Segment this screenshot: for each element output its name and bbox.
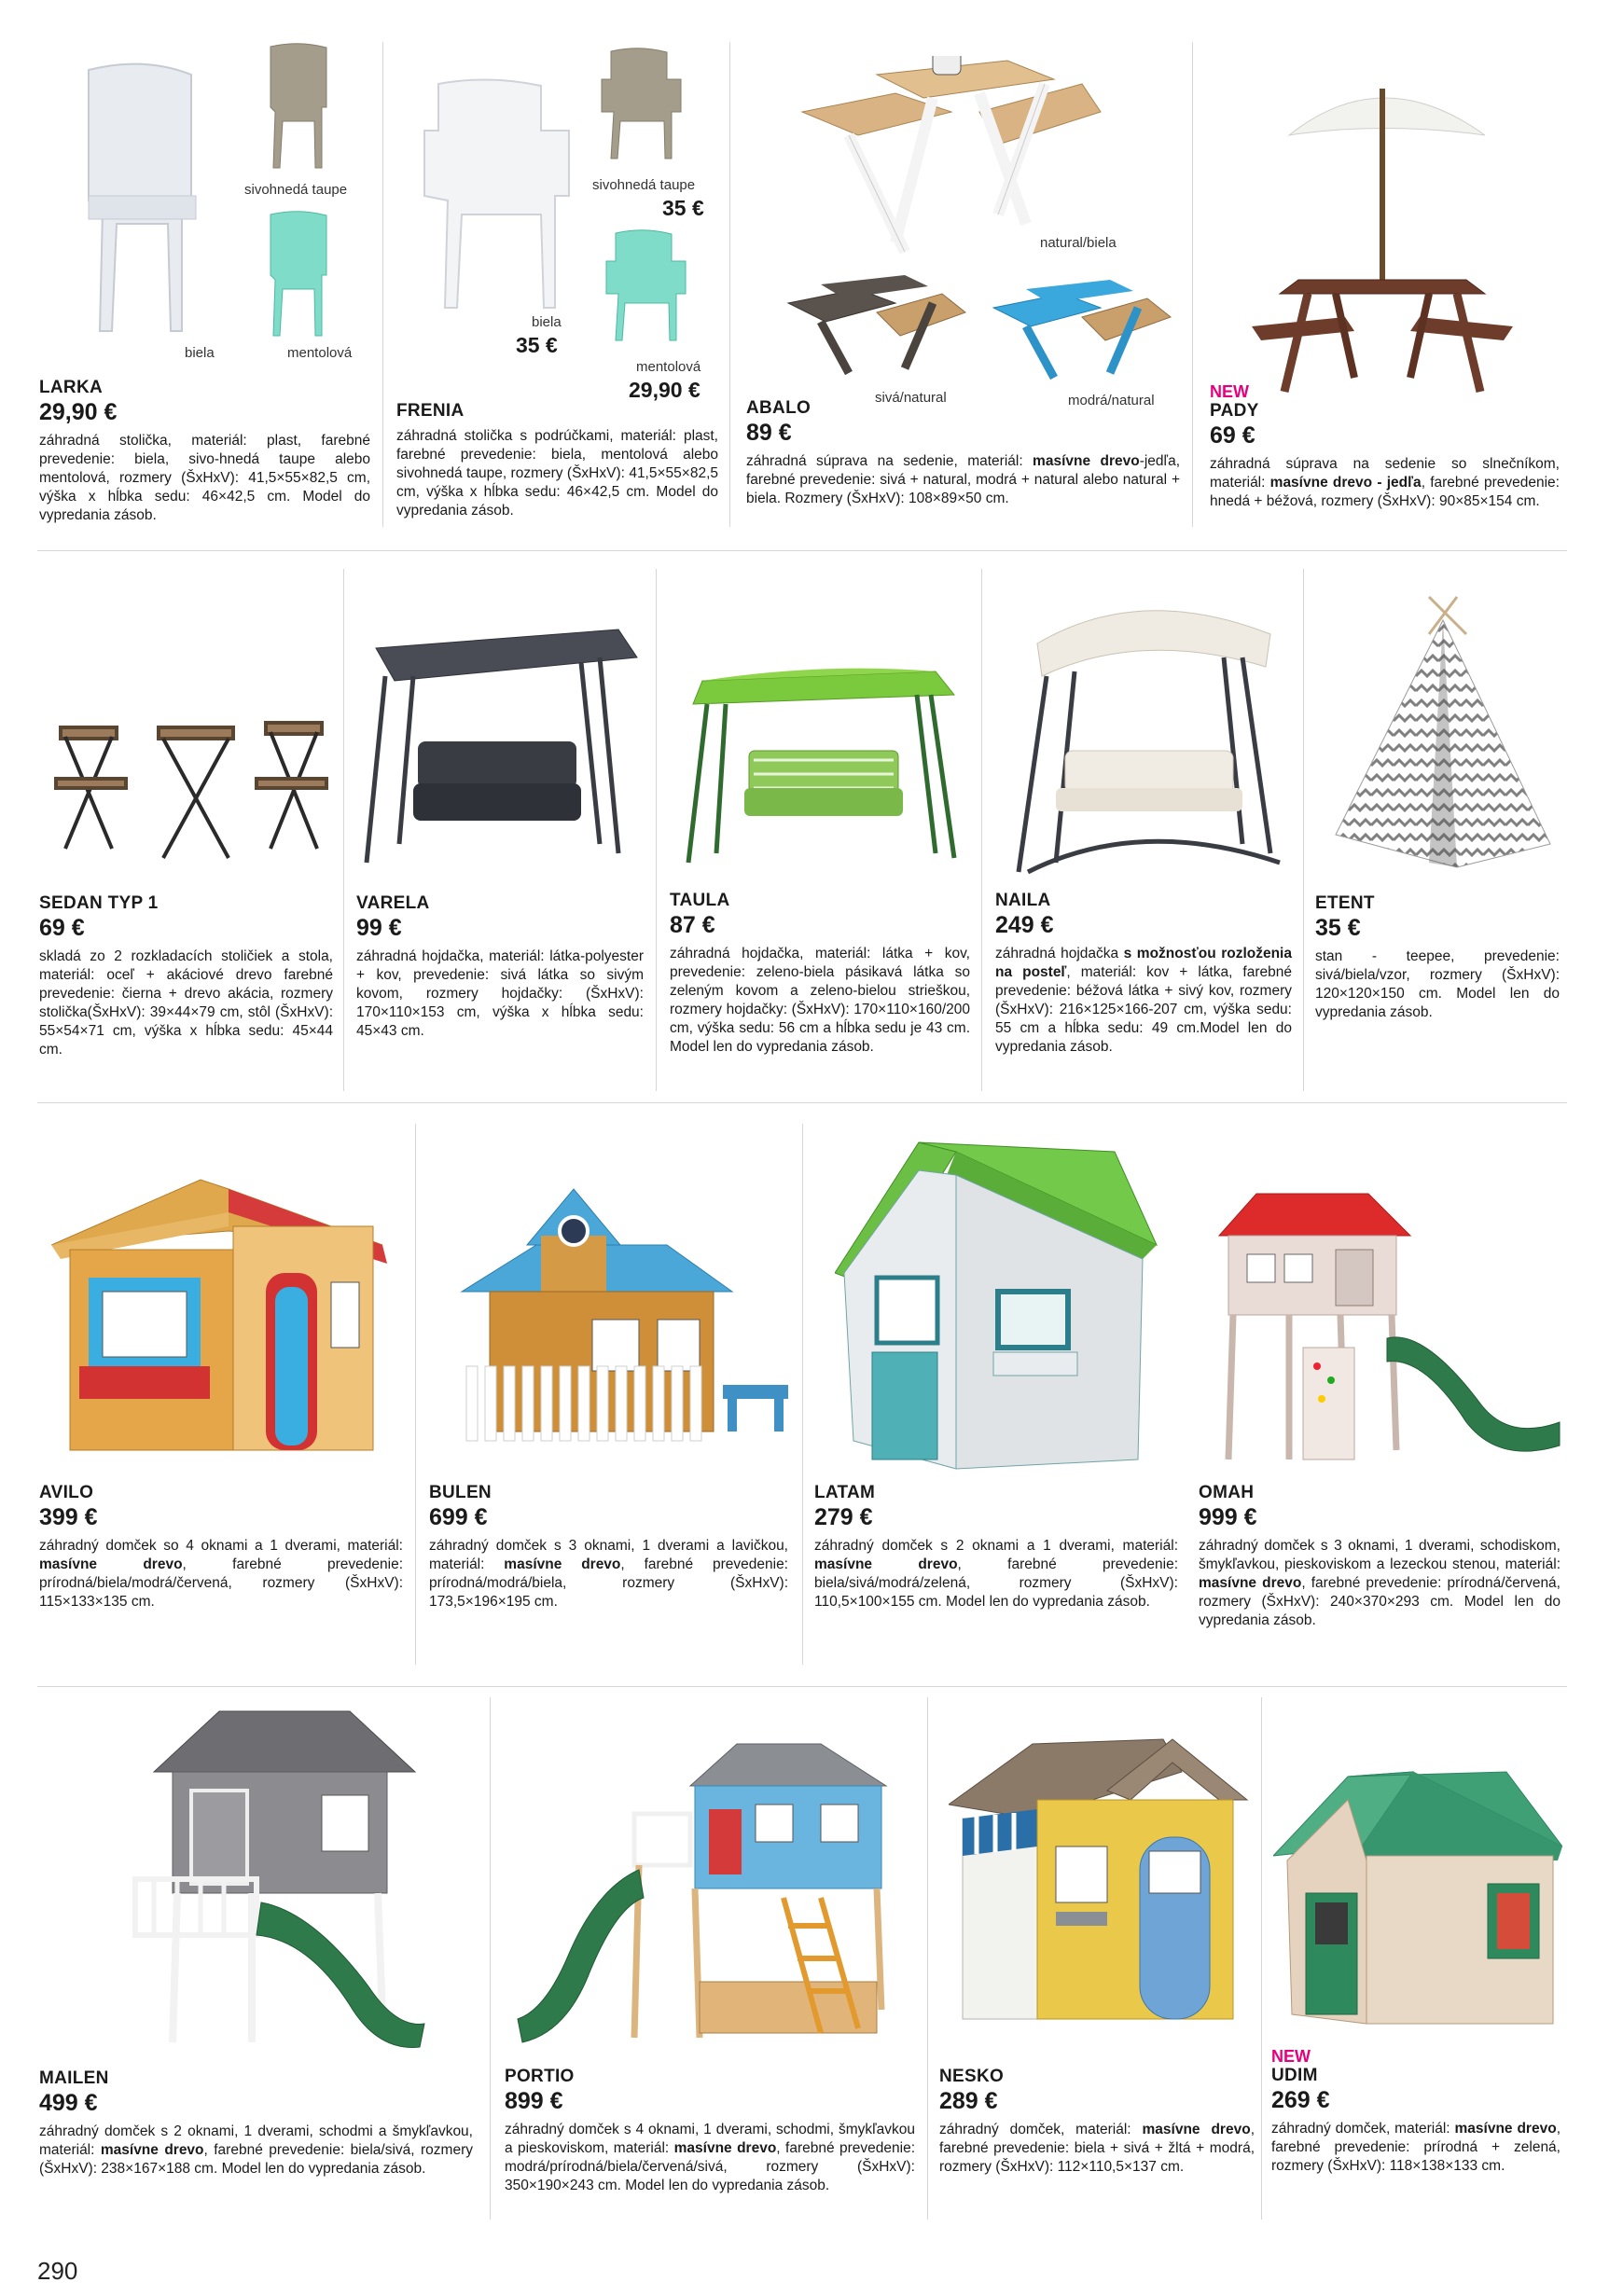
frenia-white-chair-image bbox=[415, 75, 583, 317]
product-description bbox=[746, 452, 1180, 508]
product-latam bbox=[812, 1124, 1185, 1674]
description-bold-part: masívne drevo bbox=[1033, 453, 1140, 469]
description-part: záhradná hojdačka, materiál: látka + kov, prevedenie: zeleno-biela pásikavá látka so zeleným kovom a zeleno-bielou strieškou, rozmery hojdačky: (ŠxHxV): 170×110×160/200 cm, výška sedu: 56 cm a hĺbka sedu je 43 cm. Model len do vypredania zásob. bbox=[670, 946, 970, 1055]
product-description bbox=[39, 432, 370, 525]
product-sedan bbox=[37, 569, 336, 1091]
product-avilo bbox=[37, 1124, 410, 1674]
portio-info bbox=[505, 2067, 915, 2195]
description-part: záhradný domček s 3 oknami, 1 dverami a lavičkou, materiál: bbox=[429, 1538, 788, 1572]
description-part: záhradný domček, materiál: bbox=[939, 2122, 1143, 2137]
description-bold-part: masívne drevo bbox=[39, 1556, 183, 1572]
product-description bbox=[396, 427, 718, 520]
description-part: záhradný domček s 2 oknami a 1 dverami, materiál: bbox=[814, 1538, 1178, 1554]
description-part: , farebné prevedenie: biela + sivá + žltá + modrá, rozmery (ŠxHxV): 112×110,5×137 cm. bbox=[939, 2122, 1255, 2175]
product-price: 999 € bbox=[1199, 1504, 1257, 1530]
description-bold-part: masívne drevo bbox=[1199, 1575, 1302, 1591]
product-description bbox=[1271, 2120, 1561, 2176]
page-number: 290 bbox=[37, 2257, 78, 2285]
etent-teepee-image bbox=[1326, 592, 1560, 872]
taula-swing-image bbox=[684, 643, 964, 867]
nesko-playhouse-image bbox=[949, 1735, 1252, 2042]
frenia-mint-chair-image bbox=[602, 228, 690, 345]
product-name: MAILEN bbox=[39, 2068, 109, 2088]
product-name: PORTIO bbox=[505, 2067, 575, 2086]
product-price: 399 € bbox=[39, 1504, 98, 1530]
product-name: LARKA bbox=[39, 378, 103, 397]
product-name: PADY bbox=[1210, 401, 1259, 421]
product-description bbox=[429, 1537, 788, 1611]
description-bold-part: masívne drevo - jedľa bbox=[1269, 475, 1422, 491]
product-name: OMAH bbox=[1199, 1483, 1255, 1502]
description-part: , farebné prevedenie: prírodná/biela/modrá/červená, rozmery (ŠxHxV): 115×133×135 cm. bbox=[39, 1556, 403, 1610]
naila-swing-bed-image bbox=[1000, 592, 1294, 891]
sub-price-white: 35 € bbox=[516, 333, 558, 357]
product-description bbox=[939, 2121, 1255, 2177]
description-part: záhradná súprava na sedenie, materiál: bbox=[746, 453, 1033, 469]
product-etent bbox=[1312, 569, 1567, 1091]
product-price: 69 € bbox=[39, 915, 85, 941]
description-part: záhradný domček s 3 oknami, 1 dverami, schodiskom, šmykľavkou, pieskoviskom a lezeckou stenou, materiál: bbox=[1199, 1538, 1561, 1572]
mailen-playhouse-slide-image bbox=[98, 1707, 471, 2061]
mailen-info bbox=[39, 2068, 473, 2178]
omah-info bbox=[1199, 1483, 1561, 1630]
description-part: , farebné prevedenie: prírodná/červená, rozmery (ŠxHxV): 240×370×293 cm. Model len do vypredania zásob. bbox=[1199, 1575, 1561, 1628]
product-omah bbox=[1196, 1124, 1567, 1674]
udim-info bbox=[1271, 2047, 1561, 2176]
bulen-info bbox=[429, 1483, 788, 1611]
caption-mint: mentolová bbox=[287, 345, 353, 361]
product-name: FRENIA bbox=[396, 401, 465, 421]
bulen-playhouse-image bbox=[434, 1180, 798, 1459]
description-bold-part: masívne drevo bbox=[814, 1556, 958, 1572]
product-frenia bbox=[392, 42, 728, 536]
description-bold-part: masívne drevo bbox=[504, 1556, 621, 1572]
varela-swing-image bbox=[357, 620, 646, 872]
product-name: TAULA bbox=[670, 891, 730, 910]
product-bulen bbox=[424, 1124, 798, 1674]
nesko-info bbox=[939, 2067, 1255, 2177]
product-portio bbox=[499, 1697, 923, 2220]
product-price: 249 € bbox=[995, 912, 1054, 938]
varela-info bbox=[356, 893, 644, 1041]
product-name: NAILA bbox=[995, 891, 1051, 910]
taula-info bbox=[670, 891, 970, 1057]
naila-info bbox=[995, 891, 1292, 1057]
larka-info bbox=[39, 378, 370, 525]
product-name: BULEN bbox=[429, 1483, 492, 1502]
description-part: záhradný domček s 4 oknami, 1 dverami, schodmi, šmykľavkou a pieskoviskom, materiál: bbox=[505, 2122, 915, 2156]
omah-playhouse-slide-image bbox=[1200, 1189, 1564, 1469]
larka-mint-chair-image bbox=[257, 210, 340, 340]
product-name: VARELA bbox=[356, 893, 430, 913]
product-taula bbox=[665, 569, 978, 1091]
product-price: 69 € bbox=[1210, 422, 1255, 449]
description-part: , farebné prevedenie: biela/sivá, rozmery (ŠxHxV): 238×167×188 cm. Model len do vypredania zásob. bbox=[39, 2142, 473, 2177]
product-price: 29,90 € bbox=[39, 399, 118, 425]
product-description bbox=[39, 1537, 403, 1611]
product-price: 269 € bbox=[1271, 2087, 1330, 2113]
product-price: 89 € bbox=[746, 420, 792, 446]
abalo-grey-set-image bbox=[784, 275, 970, 378]
etent-info bbox=[1315, 893, 1560, 1022]
avilo-playhouse-image bbox=[51, 1161, 396, 1469]
product-description bbox=[356, 947, 644, 1041]
sub-price-taupe: 35 € bbox=[662, 196, 704, 220]
abalo-info bbox=[746, 398, 1180, 508]
product-description bbox=[995, 945, 1292, 1057]
product-pady bbox=[1205, 42, 1567, 536]
description-part: , farebné prevedenie: hnedá + béžová, rozmery (ŠxHxV): 90×85×154 cm. bbox=[1210, 475, 1560, 509]
avilo-info bbox=[39, 1483, 403, 1611]
product-larka bbox=[37, 42, 382, 536]
product-price: 87 € bbox=[670, 912, 715, 938]
description-bold-part: s možnosťou rozloženia na posteľ bbox=[995, 946, 1292, 980]
udim-playhouse-image bbox=[1273, 1763, 1562, 2033]
caption-white: biela bbox=[532, 314, 562, 330]
description-part: záhradný domček s 2 oknami, 1 dverami, schodmi a šmykľavkou, materiál: bbox=[39, 2123, 473, 2158]
description-part: , farebné prevedenie: prírodná + zelená, rozmery (ŠxHxV): 118×138×133 cm. bbox=[1271, 2121, 1561, 2174]
product-mailen bbox=[37, 1697, 485, 2220]
pady-table-umbrella-image bbox=[1242, 70, 1522, 406]
product-description bbox=[39, 947, 333, 1059]
product-description bbox=[814, 1537, 1178, 1611]
product-price: 499 € bbox=[39, 2090, 98, 2116]
product-price: 699 € bbox=[429, 1504, 488, 1530]
product-description bbox=[670, 945, 970, 1057]
new-badge: NEW bbox=[1271, 2047, 1311, 2066]
description-bold-part: masívne drevo bbox=[673, 2140, 777, 2156]
description-part: , farebné prevedenie: prírodná/modrá/biela, rozmery (ŠxHxV): 173,5×196×195 cm. bbox=[429, 1556, 788, 1610]
caption-taupe: sivohnedá taupe bbox=[244, 182, 348, 198]
product-udim bbox=[1269, 1697, 1567, 2220]
description-bold-part: masívne drevo bbox=[1454, 2121, 1557, 2137]
product-description bbox=[39, 2123, 473, 2178]
product-name: AVILO bbox=[39, 1483, 94, 1502]
description-part: záhradná hojdačka, materiál: látka-polyester + kov, prevedenie: sivá látka so sivým kovom, rozmery hojdačky: (ŠxHxV): 170×110×153 cm, výška x hĺbka sedu: 45×43 cm. bbox=[356, 948, 644, 1039]
description-bold-part: masívne drevo bbox=[1142, 2122, 1251, 2137]
caption-mint: mentolová bbox=[636, 359, 701, 375]
product-abalo bbox=[742, 42, 1189, 536]
caption-blue-natural: modrá/natural bbox=[1068, 393, 1155, 408]
description-part: záhradná hojdačka bbox=[995, 946, 1124, 961]
product-description bbox=[1199, 1537, 1561, 1630]
product-name: NESKO bbox=[939, 2067, 1005, 2086]
sedan-info bbox=[39, 893, 333, 1059]
description-part: , farebné prevedenie: modrá/prírodná/biela/červená/sivá, rozmery (ŠxHxV): 350×190×243 cm. Model len do vypredania zásob. bbox=[505, 2140, 915, 2193]
product-name: SEDAN TYP 1 bbox=[39, 893, 159, 913]
description-part: -jedľa, farebné prevedenie: sivá + natural, modrá + natural alebo natural + biela. Rozmery (ŠxHxV): 108×89×50 cm. bbox=[746, 453, 1180, 506]
frenia-info bbox=[396, 401, 718, 520]
caption-taupe: sivohnedá taupe bbox=[592, 177, 696, 193]
product-description bbox=[1315, 947, 1560, 1022]
product-name: UDIM bbox=[1271, 2066, 1318, 2085]
description-bold-part: masívne drevo bbox=[100, 2142, 204, 2158]
new-badge: NEW bbox=[1210, 382, 1249, 401]
description-part: záhradná stolička, materiál: plast, farebné prevedenie: biela, sivo-hnedá taupe alebo mentolová, rozmery (ŠxHxV): 41,5×55×82,5 cm, výška x hĺbka sedu: 46×42,5 cm. Model do vypredania zásob. bbox=[39, 433, 370, 523]
portio-playhouse-slide-image bbox=[513, 1739, 914, 2047]
description-part: stan - teepee, prevedenie: sivá/biela/vzor, rozmery (ŠxHxV): 120×120×150 cm. Model len do vypredania zásob. bbox=[1315, 948, 1560, 1020]
product-price: 899 € bbox=[505, 2088, 563, 2114]
sub-price-mint: 29,90 € bbox=[629, 378, 701, 402]
product-price: 99 € bbox=[356, 915, 402, 941]
sedan-bistro-set-image bbox=[47, 709, 336, 863]
caption-grey-natural: sivá/natural bbox=[875, 390, 947, 406]
description-part: záhradný domček, materiál: bbox=[1271, 2121, 1455, 2137]
larka-white-chair-image bbox=[51, 61, 238, 340]
product-nesko bbox=[935, 1697, 1261, 2220]
product-name: ETENT bbox=[1315, 893, 1375, 913]
larka-taupe-chair-image bbox=[257, 42, 340, 173]
description-part: skladá zo 2 rozkladacích stoličiek a stola, materiál: oceľ + akáciové drevo farebné prevedenie: čierna + drevo akácia, rozmery stolička(ŠxHxV): 39×44×79 cm, stôl (ŠxHxV): 55×54×71 cm, výška x hĺbka sedu: 45×44 cm. bbox=[39, 948, 333, 1058]
product-price: 279 € bbox=[814, 1504, 873, 1530]
product-naila bbox=[991, 569, 1298, 1091]
frenia-taupe-chair-image bbox=[597, 47, 686, 163]
latam-info bbox=[814, 1483, 1178, 1611]
product-varela bbox=[353, 569, 651, 1091]
product-name: LATAM bbox=[814, 1483, 876, 1502]
description-part: záhradná stolička s podrúčkami, materiál: plast, farebné prevedenie: biela, mentolová alebo sivohnedá taupe, rozmery (ŠxHxV): 41,5×55×82,5 cm, výška x hĺbka sedu: 46×42,5 cm. Model do vypredania zásob. bbox=[396, 428, 718, 519]
description-part: , farebné prevedenie: biela/sivá/modrá/zelená, rozmery (ŠxHxV): 110,5×100×155 cm. Model len do vypredania zásob. bbox=[814, 1556, 1178, 1610]
caption-natural-white: natural/biela bbox=[1040, 235, 1117, 251]
product-price: 35 € bbox=[1315, 915, 1361, 941]
product-price: 289 € bbox=[939, 2088, 998, 2114]
description-part: , materiál: kov + látka, farebné prevedenie: béžová látka + sivý kov, rozmery (ŠxHxV): 216×125×166-207 cm, výška sedu: 55 cm a hĺbka sedu: 49 cm.Model len do vypredania zásob. bbox=[995, 964, 1292, 1055]
description-part: záhradná súprava na sedenie so slnečníkom, materiál: bbox=[1210, 456, 1560, 491]
abalo-blue-set-image bbox=[989, 280, 1175, 382]
product-description bbox=[505, 2121, 915, 2195]
pady-info bbox=[1210, 382, 1560, 511]
description-part: záhradný domček so 4 oknami a 1 dverami, materiál: bbox=[39, 1538, 403, 1554]
caption-white: biela bbox=[185, 345, 215, 361]
latam-playhouse-image bbox=[835, 1133, 1161, 1478]
product-name: ABALO bbox=[746, 398, 812, 418]
product-description bbox=[1210, 455, 1560, 511]
